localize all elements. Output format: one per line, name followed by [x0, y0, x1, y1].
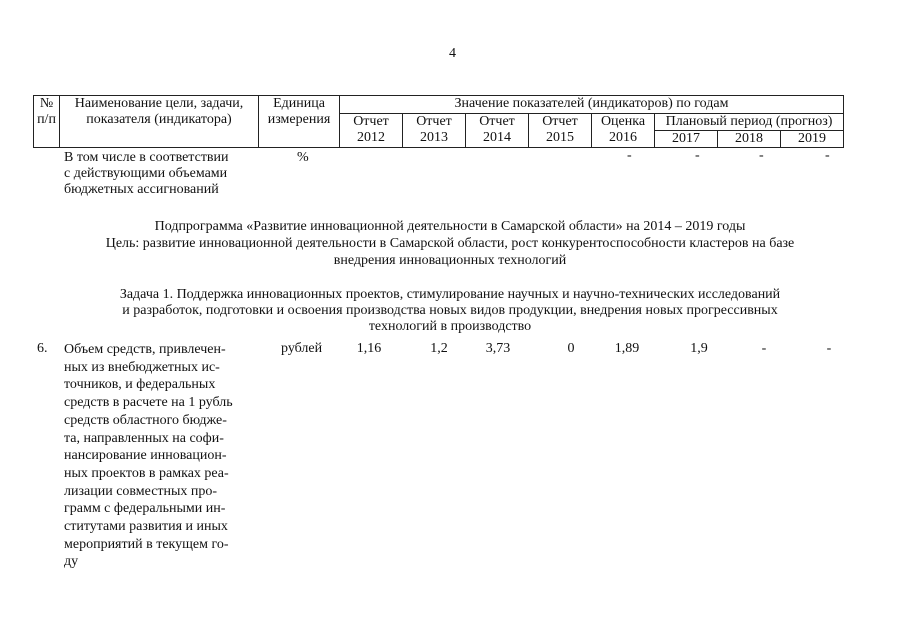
- header-unit-line1: Единица: [273, 96, 325, 111]
- row-prev-dash: -: [825, 148, 830, 163]
- row-prev-name: [64, 150, 229, 198]
- subprogram-title: Подпрограмма «Развитие инновационной деятельности в Самарской области» на 2014 – 2019 годы: [154, 219, 746, 234]
- header-year-value: 2013: [420, 130, 448, 145]
- task-line1: Задача 1. Поддержка инновационных проектов, стимулирование научных и научно-технических исследований: [119, 287, 781, 302]
- row6-name-line: грамм с федеральными ин-: [64, 501, 226, 517]
- page-number: 4: [449, 46, 456, 61]
- header-num-top: №: [39, 96, 54, 111]
- row6-name-line: ных из внебюджетных ис-: [64, 359, 220, 375]
- header-planned-year: 2019: [781, 131, 844, 148]
- row-prev-name-line: бюджетных ассигнований: [64, 182, 219, 197]
- row-prev-unit: %: [297, 150, 309, 165]
- row6-value: 1,16: [356, 341, 382, 356]
- header-year-label: Отчет: [416, 114, 452, 129]
- row6-name-line: точников, и федеральных: [64, 377, 216, 393]
- row6-name: [64, 341, 233, 571]
- row-prev-dash: -: [627, 148, 632, 163]
- header-values-title: Значение показателей (индикаторов) по годам: [340, 96, 844, 114]
- row6-number: 6.: [37, 341, 48, 356]
- row6-name-line: нансирование инновацион-: [64, 448, 227, 464]
- header-year-col: [466, 114, 529, 148]
- row6-name-line: средств областного бюдже-: [64, 412, 227, 428]
- row6-name-line: мероприятий в текущем го-: [64, 536, 229, 552]
- header-year-value: 2016: [609, 130, 637, 145]
- header-planned-year: 2017: [655, 131, 718, 148]
- header-year-label: Отчет: [479, 114, 515, 129]
- header-year-label: Оценка: [600, 114, 646, 129]
- row6-name-line: лизации совместных про-: [64, 483, 218, 499]
- task-line2: и разработок, подготовки и освоения производства новых видов продукции, внедрения новых прогрессивных: [122, 303, 778, 318]
- subprogram-goal-line1: Цель: развитие инновационной деятельности в Самарской области, рост конкурентоспособности кластеров на базе: [105, 236, 795, 251]
- header-planned-year: 2018: [718, 131, 781, 148]
- row-prev-dash: -: [695, 148, 700, 163]
- row6-value: 1,9: [690, 341, 708, 356]
- row6-value: 1,89: [614, 341, 640, 356]
- header-year-value: 2015: [546, 130, 574, 145]
- row6-name-line: Объем средств, привлечен-: [64, 342, 226, 357]
- row6-value: 1,2: [430, 341, 448, 356]
- row6-value: 3,73: [485, 341, 511, 356]
- task-heading: [40, 287, 860, 335]
- row6-name-line: та, направленных на софи-: [64, 430, 224, 446]
- row6-name-line: ститутами развития и иных: [64, 519, 228, 535]
- header-year-label: Отчет: [353, 114, 389, 129]
- row6-name-line: ных проектов в рамках реа-: [64, 465, 229, 481]
- header-year-col: [340, 114, 403, 148]
- header-planned-title: Плановый период (прогноз): [655, 114, 844, 131]
- header-year-value: 2012: [357, 130, 385, 145]
- header-num: [34, 96, 60, 148]
- row-prev-name-line: В том числе в соответствии: [64, 150, 229, 165]
- subprogram-heading: [40, 218, 860, 269]
- row6-name-line: ду: [64, 554, 79, 570]
- header-year-col: [529, 114, 592, 148]
- row-prev-name-line: с действующими объемами: [64, 166, 228, 181]
- header-unit: [259, 96, 340, 148]
- header-year-col: [403, 114, 466, 148]
- header-name-line1: Наименование цели, задачи,: [74, 96, 244, 111]
- row6-value: -: [826, 341, 832, 356]
- header-name: [60, 96, 259, 148]
- header-year-label: Отчет: [542, 114, 578, 129]
- header-year-col: [592, 114, 655, 148]
- row6-unit: рублей: [281, 341, 323, 356]
- header-unit-line2: измерения: [267, 112, 331, 127]
- task-line3: технологий в производство: [368, 319, 532, 334]
- indicator-table-header: [33, 95, 844, 148]
- header-year-value: 2014: [483, 130, 511, 145]
- header-num-bottom: п/п: [37, 112, 56, 127]
- row-prev-dash: -: [759, 148, 764, 163]
- row6-value: 0: [567, 341, 575, 356]
- subprogram-goal-line2: внедрения инновационных технологий: [333, 253, 567, 268]
- header-name-line2: показателя (индикатора): [86, 112, 232, 127]
- row6-name-line: средств в расчете на 1 рубль: [64, 395, 233, 411]
- row6-value: -: [761, 341, 767, 356]
